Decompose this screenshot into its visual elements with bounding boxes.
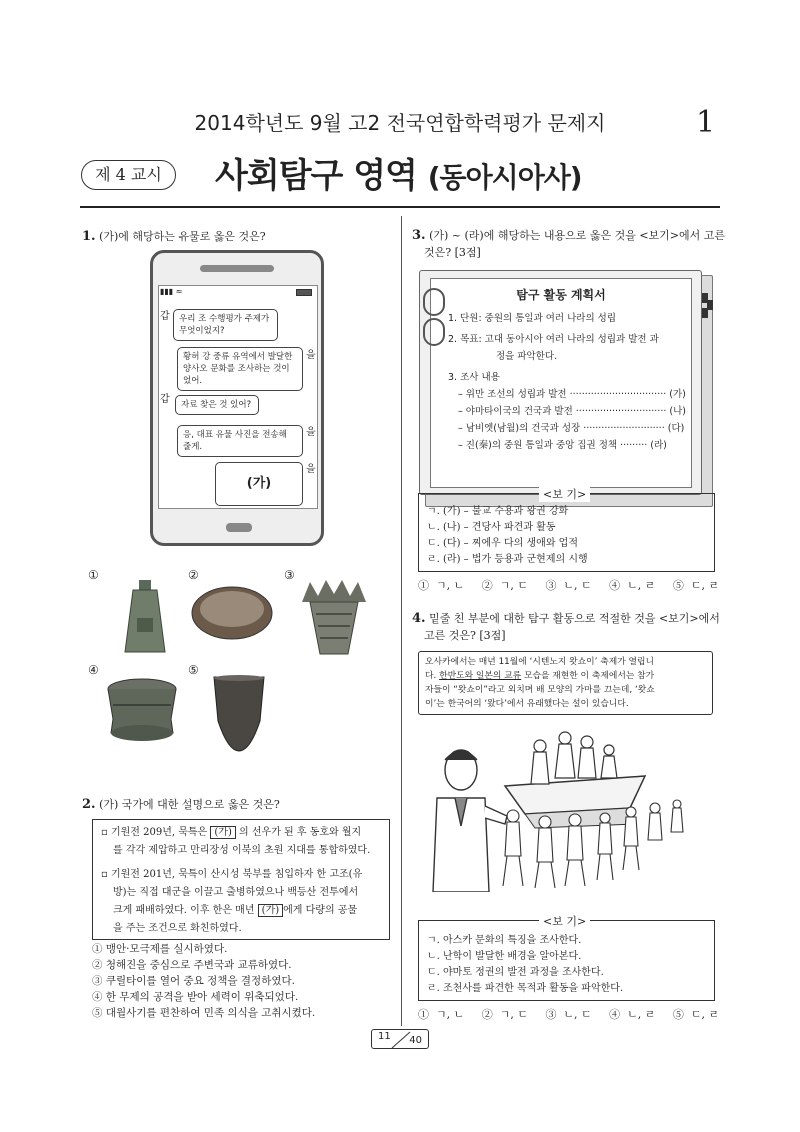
q2-text: (가) 국가에 대한 설명으로 옳은 것은? [99, 798, 280, 811]
q1-text: (가)에 해당하는 유물로 옳은 것은? [99, 230, 266, 243]
q4-stem: 4. 밑줄 친 부분에 대한 탐구 활동으로 적절한 것을 <보기>에서 고른 것은? [3점] [412, 611, 720, 642]
phone-home-button [226, 523, 252, 532]
header-rule [80, 206, 720, 208]
q2-choice-5[interactable]: ⑤ 대월사기를 편찬하여 민족 의식을 고취시켰다. [92, 1007, 316, 1019]
chat-speaker-b-3: 을 [306, 464, 316, 475]
q3-bogi-box [418, 488, 715, 572]
chat-msg-4: 응, 대표 유물 사진을 전송해 줄게. [177, 425, 303, 457]
q3-answers[interactable]: ① ㄱ, ㄴ ② ㄱ, ㄷ ③ ㄴ, ㄷ ④ ㄴ, ㄹ ⑤ ㄷ, ㄹ [418, 579, 720, 592]
bowl-icon [190, 585, 274, 645]
q2-number: 2. [82, 797, 96, 812]
q4-passage-box [418, 651, 713, 715]
subject-title [215, 148, 582, 197]
q2-passage: ▫ 기원전 209년, 묵특은 (가) 의 선우가 된 후 동호와 월지 를 각각 제압하고 만리장성 이북의 초원 지대를 통합하였다. ▫ 기원전 201년, 묵특이 산시성 북부를 침입하자 한 고조(유 방)는 직접 대군을 이끌고 출병하였으나 백등산 전투에서 크게 패배하였다. 이후 한은 매년 (가) 에게 다량의 공물 을 주는 조건으로 화친하였다. [101, 827, 371, 934]
q1-option-1[interactable]: ① [88, 568, 99, 582]
q2-choices [92, 941, 315, 1021]
q4-answers[interactable]: ① ㄱ, ㄴ ② ㄱ, ㄷ ③ ㄴ, ㄷ ④ ㄴ, ㄹ ⑤ ㄷ, ㄹ [418, 1008, 720, 1021]
session-badge: 제 4 교시 [81, 160, 176, 190]
chat-speaker-b-2: 을 [306, 427, 316, 438]
page-total: 40 [409, 1035, 422, 1046]
exam-title: 2014학년도 9월 고2 전국연합학력평가 문제지 [194, 111, 606, 135]
q2-choice-1[interactable]: ① 맹안·모극제를 실시하였다. [92, 943, 228, 955]
q2-choice-4[interactable]: ④ 한 무제의 공격을 받아 세력이 위축되었다. [92, 991, 299, 1003]
subject-main: 사회탐구 영역 [215, 156, 417, 196]
blank-ga-2: (가) [258, 904, 283, 917]
q1-stem [82, 228, 266, 245]
chat-speaker-a: 갑 [160, 311, 170, 322]
subject-sub: (동아시아사) [427, 161, 582, 194]
q2-stem [82, 796, 280, 813]
festival-procession-illustration [415, 716, 715, 892]
q4-number: 4. [412, 611, 426, 626]
column-divider [401, 216, 402, 1026]
chat-msg-3: 자료 찾은 것 있어? [175, 395, 259, 415]
battery-icon [296, 289, 312, 296]
q4-bogi-list: ㄱ. 아스카 문화의 특징을 조사한다. ㄴ. 난학이 발달한 배경을 알아본다. ㄷ. 야마토 정권의 발전 과정을 조사한다. ㄹ. 조천사를 파견한 목적과 활동을 파악한다. [427, 935, 624, 994]
q4-bogi-title: <보 기> [539, 913, 590, 929]
q4-bogi-box [418, 915, 715, 1001]
q3-stem: 3. (가) ~ (라)에 해당하는 내용으로 옳은 것을 <보기>에서 고른 것은? [3점] [412, 228, 726, 259]
q1-option-3[interactable]: ③ [284, 568, 295, 582]
phone-speaker [200, 265, 274, 272]
blank-ga-1: (가) [210, 826, 235, 839]
chat-speaker-b: 을 [306, 350, 316, 361]
q2-choice-3[interactable]: ③ 쿠릴타이를 열어 중요 정책을 결정하였다. [92, 975, 295, 987]
footer [80, 1029, 720, 1053]
q2-passage-box [92, 819, 390, 940]
bronze-bell-icon [115, 578, 175, 656]
binder-ring-icon-2 [423, 318, 445, 346]
q1-option-5[interactable]: ⑤ [188, 663, 199, 677]
q1-option-4[interactable]: ④ [88, 663, 99, 677]
page-counter [371, 1029, 429, 1049]
q2-choice-2[interactable]: ② 청해진을 중심으로 주변국과 교류하였다. [92, 959, 292, 971]
flame-pot-icon [296, 578, 372, 658]
page-number: 1 [696, 105, 716, 140]
q1-number: 1. [82, 229, 96, 244]
signal-icon: ▮▮▮ ≈ [160, 287, 183, 296]
q4-underlined: 한반도와 일본의 교류 [439, 671, 522, 681]
plan-body: 1. 단원: 중원의 통일과 여러 나라의 성립 2. 목표: 고대 동아시아 여러 나라의 성립과 발전 과 정을 파악한다. 3. 조사 내용 – 위만 조선의 성립과 발전 ································ (가) – 야마타이국의 건국과 발전 ······························ (나) – 남비엣(남월)의 건국과 성장 ··························· (다) – 진(秦)의 중원 통일과 중앙 집권 정책 ········· (라) [448, 313, 686, 451]
chat-msg-1: 우리 조 수행평가 주제가 무엇이었지? [173, 309, 278, 341]
q3-bogi-list: ㄱ. (가) – 불교 수용과 왕권 강화 ㄴ. (나) – 견당사 파견과 활동 ㄷ. (다) – 찌에우 다의 생애와 업적 ㄹ. (라) – 법가 등용과 군현제의 시행 [427, 506, 588, 565]
q1-option-2[interactable]: ② [188, 568, 199, 582]
chat-msg-2: 황허 강 중류 유역에서 발달한 양사오 문화를 조사하는 것이었어. [177, 347, 303, 391]
q4-passage: 오사카에서는 매년 11월에 ‘시텐노지 왓쇼이’ 축제가 열립니 다. 한반도와 일본의 교류 모습을 재현한 이 축제에서는 참가 자들이 “왓쇼이”라고 외치며 배 모양의 가마를 끄는데, ‘왓쇼 이’는 한국어의 ‘왔다’에서 유래했다는 설이 있습니다. [425, 657, 655, 709]
page-current: 11 [378, 1031, 391, 1042]
q3-number: 3. [412, 228, 426, 243]
chat-msg-5: (가) [215, 462, 303, 506]
bronze-drum-icon [105, 675, 179, 745]
tab-icon-3 [707, 300, 713, 310]
q3-bogi-title: <보 기> [539, 486, 590, 502]
chat-speaker-a-2: 갑 [160, 394, 170, 405]
plan-title: 탐구 활동 계획서 [516, 288, 606, 302]
pottery-vessel-icon [210, 673, 268, 753]
